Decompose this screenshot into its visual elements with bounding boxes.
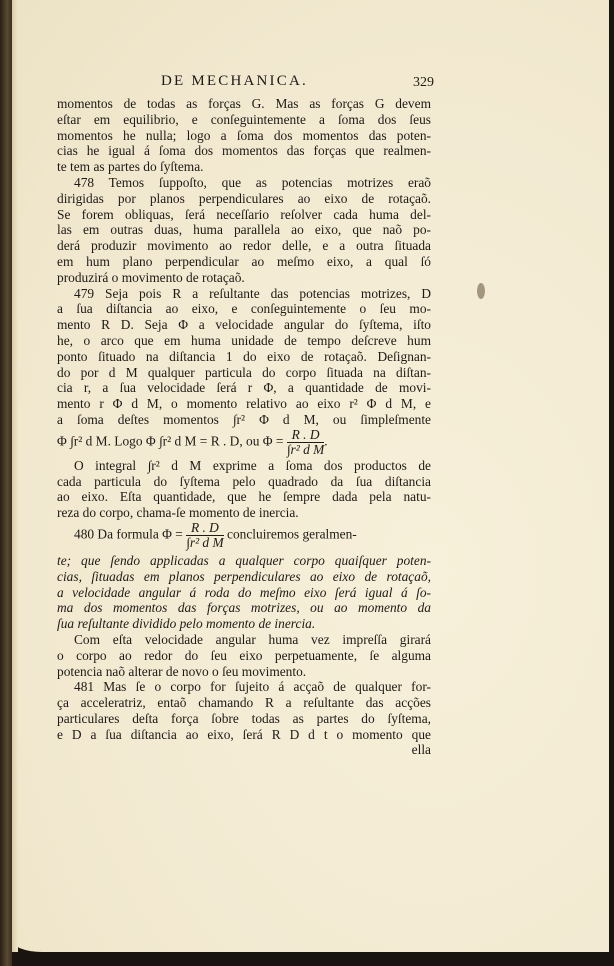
text-line: te tem as partes do ſyſtema.: [57, 159, 204, 175]
text-line: mento R D. Seja Φ a velocidade angular do ſyſtema, iſto: [57, 317, 431, 333]
text-line: O integral ∫r² d M exprime a ſoma dos productos de: [74, 457, 431, 473]
text-line: 478 Temos ſuppoſto, que as potencias motrizes eraõ: [74, 174, 431, 190]
text-line: he, o arco que em huma unidade de tempo deſcreve hum: [57, 332, 431, 348]
text-line: produzirá o movimento de rotaçaõ.: [57, 269, 245, 285]
paragraph-com: [57, 632, 431, 679]
paragraph-479: [57, 286, 431, 458]
paragraph-478: [57, 175, 431, 286]
text-line: cada particula do ſyſtema pelo quadrado da ſua diſtancia: [57, 473, 431, 489]
equation-fraction: [186, 521, 223, 550]
equation-lead: Φ ∫r² d M. Logo Φ ∫r² d M = R . D, ou Φ =: [57, 433, 284, 449]
text-line: ſua reſultante dividido pelo momento de inercia.: [57, 616, 316, 632]
text-line: a velocidade angular á roda do meſmo eixo ſerá igual á ſo-: [57, 584, 431, 600]
text-line: 479 Seja pois R a reſultante das potencias motrizes, D: [74, 285, 431, 301]
paragraph-continuation: [57, 96, 431, 175]
equation-tail: .: [324, 433, 328, 449]
equation-tail: concluiremos geralmen-: [227, 526, 357, 542]
catchword: ella: [411, 742, 431, 758]
text-line: momentos he nulla; logo a ſoma dos momentos das poten-: [57, 127, 431, 143]
page-right-edge: [609, 0, 614, 966]
text-line: e D a ſua diſtancia ao eixo, ſerá R D d t o momento que: [57, 726, 431, 742]
text-line: a ſua diſtancia ao eixo, e conſeguintemente o ſeu mo-: [57, 301, 431, 317]
paragraph-integral: [57, 458, 431, 521]
equation-lead: 480 Da formula Φ =: [74, 526, 183, 542]
text-line: ponto ſituado na diſtancia 1 do eixo de rotaçaõ. Deſignan-: [57, 348, 431, 364]
text-line: a ſoma deſtes momentos ∫r² Φ d M, ou ſimpleſmente: [57, 411, 431, 427]
text-line: derá produzir movimento ao redor delle, e a outra ſituada: [57, 238, 431, 254]
text-line: las em outras duas, huma parallela ao eixo, que naõ po-: [57, 222, 431, 238]
text-line: Com eſta velocidade angular huma vez impreſſa girará: [74, 631, 431, 647]
text-line: cias, ſituadas em planos perpendiculares ao eixo de rotaçaõ,: [57, 568, 431, 584]
text-line: particulares deſta força ſobre todas as partes do ſyſtema,: [57, 710, 431, 726]
paragraph-480: [57, 521, 431, 632]
page-number: 329: [413, 75, 434, 90]
book-spine: [0, 0, 12, 966]
text-line: cias he igual á ſoma dos momentos das forças que realmen-: [57, 143, 431, 159]
equation-line-480: [57, 521, 431, 553]
text-line: ma dos momentos das forças motrizes, ou ao momento da: [57, 600, 431, 616]
text-line: cia r, a ſua velocidade ſerá r Φ, a quantidade de movi-: [57, 380, 431, 396]
running-head: DE MECHANICA.: [161, 73, 308, 89]
paragraph-481: [57, 679, 431, 742]
page-text: [57, 72, 434, 758]
fraction-denominator: ∫r² d M: [186, 534, 224, 550]
fraction-numerator: R . D: [287, 428, 324, 443]
text-line: ça acceleratriz, entaõ chamando R a reſultante das acções: [57, 695, 431, 711]
text-line: o corpo ao redor do ſeu eixo perpetuamente, ſe alguma: [57, 647, 431, 663]
text-line: do por d M qualquer particula do corpo ſituada na diſtan-: [57, 364, 431, 380]
fraction-denominator: ∫r² d M: [286, 441, 325, 457]
text-line: 481 Mas ſe o corpo for ſujeito á acçaõ de qualquer for-: [74, 679, 431, 695]
text-line: momentos de todas as forças G. Mas as forças G devem: [57, 96, 431, 111]
text-line: eſtar em equilibrio, e conſeguintemente a ſoma dos ſeus: [57, 111, 431, 127]
text-line: reza do corpo, chama-ſe momento de inercia.: [57, 505, 299, 521]
text-line: Se forem obliquas, ſerá neceſſario reſolver cada huma del-: [57, 206, 431, 222]
fraction-numerator: R . D: [186, 521, 223, 536]
text-line: ao eixo. Eſta quantidade, que he ſempre dada pela natu-: [57, 489, 431, 505]
text-line: potencia naõ alterar de novo o ſeu movimento.: [57, 663, 307, 679]
text-line: dirigidas por planos perpendiculares ao eixo de rotaçaõ.: [57, 190, 431, 206]
text-line: mento r Φ d M, o momento relativo ao eixo r² Φ d M, e: [57, 396, 431, 412]
equation-fraction: [287, 428, 324, 457]
paper-stain: [477, 283, 485, 299]
text-line: em hum plano perpendicular ao meſmo eixo, a qual ſó: [57, 253, 431, 269]
page-header: [57, 72, 434, 96]
page-gutter: [12, 0, 18, 952]
equation-line-479: [57, 428, 431, 458]
text-line: te; que ſendo applicadas a qualquer corpo quaiſquer poten-: [57, 552, 431, 568]
